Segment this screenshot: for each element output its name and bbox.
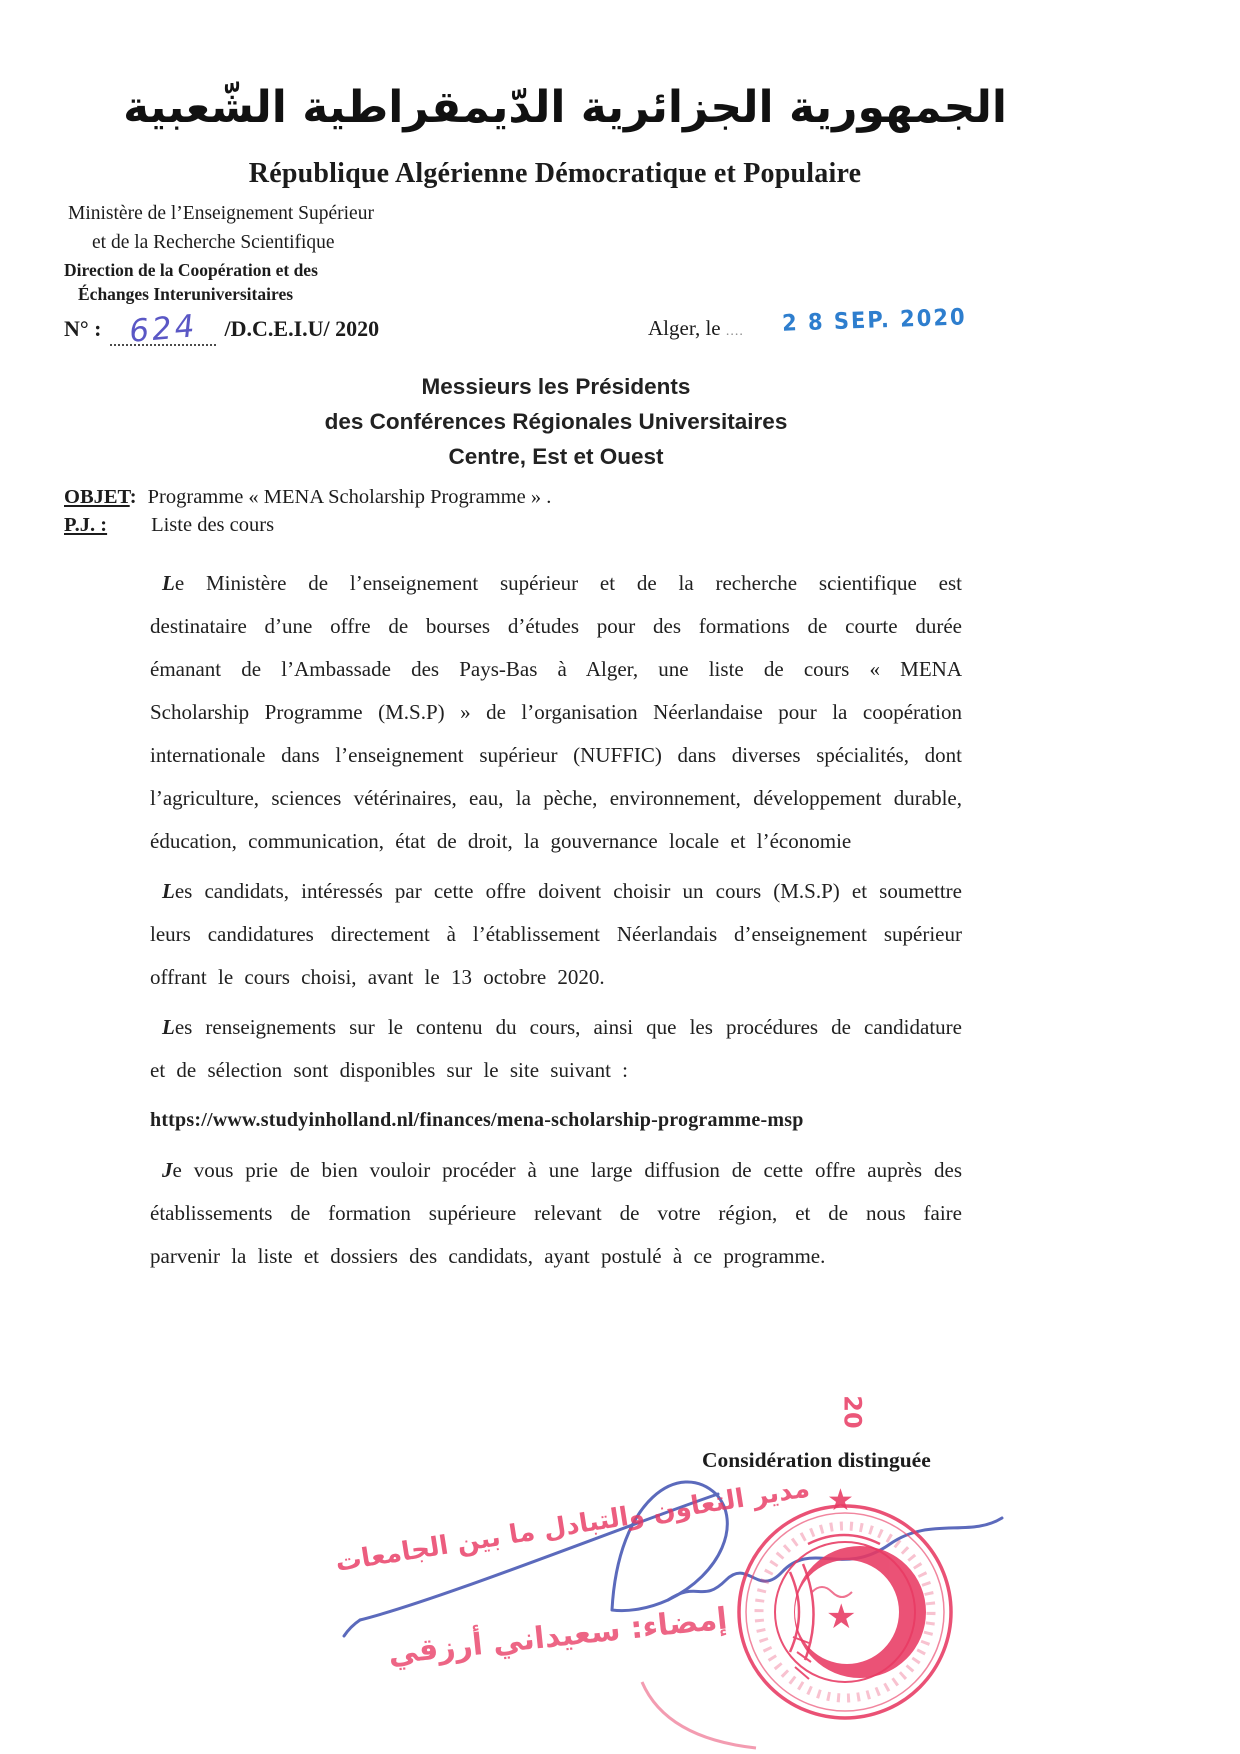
- ministry-block: [68, 199, 374, 257]
- seal-year-mark: 20: [838, 1395, 867, 1429]
- republic-title-arabic: الجمهورية الجزائرية الدّيمقراطية الشّعبية: [123, 82, 1007, 133]
- paragraph-1: Le Ministère de l’enseignement supérieur et de la recherche scientifique est destinataire d’une offre de bourses d’études pour des formations de courte durée émanant de l’Ambassade des Pays-Bas à Alger, une liste de cours « MENA Scholarship Programme (M.S.P) » de l’organisation Néerlandaise pour la coopération internationale dans l’enseignement supérieur (NUFFIC) dans diverses spécialités, dont l’agriculture, sciences vétérinaires, eau, la pèche, environnement, développement durable, éducation, communication, état de droit, la gouvernance locale et l’économie: [150, 571, 962, 853]
- programme-url: https://www.studyinholland.nl/finances/mena-scholarship-programme-msp: [150, 1109, 804, 1131]
- ministry-line-1: Ministère de l’Enseignement Supérieur: [68, 203, 374, 224]
- pj-line: [64, 514, 274, 537]
- addressee-block: [150, 369, 962, 474]
- paragraph-3: Les renseignements sur le contenu du cours, ainsi que les procédures de candidature et de sélection sont disponibles sur le site suivant :: [150, 1015, 962, 1082]
- reference-dotted-field: [110, 308, 216, 350]
- addressee-line-3: Centre, Est et Ouest: [448, 444, 664, 469]
- addressee-line-1: Messieurs les Présidents: [421, 374, 691, 399]
- dateline-dots: ....: [725, 324, 744, 339]
- objet-line: [64, 486, 551, 509]
- objet-text: Programme « MENA Scholarship Programme » .: [147, 486, 552, 508]
- addressee-line-2: des Conférences Régionales Universitaires: [324, 409, 788, 434]
- objet-separator: :: [129, 486, 137, 508]
- paragraph-4: Je vous prie de bien vouloir procéder à une large diffusion de cette offre auprès des établissements de formation supérieure relevant de votre région, et de nous faire parvenir la liste et dossiers des candidats, ayant postulé à ce programme.: [150, 1158, 962, 1268]
- handwritten-number: 624: [127, 308, 199, 350]
- stamp-title-arabic: مدير التعاون والتبادل ما بين الجامعات: [333, 1473, 812, 1578]
- direction-line-2: Échanges Interuniversitaires: [78, 284, 294, 304]
- ministry-line-2: et de la Recherche Scientifique: [92, 232, 335, 253]
- objet-label: OBJET: [64, 486, 130, 508]
- closing-salutation: Considération distinguée: [702, 1448, 931, 1472]
- letter-body: [150, 562, 962, 1285]
- date-stamp: 2 8 SEP. 2020: [781, 303, 967, 337]
- dateline: [648, 303, 967, 341]
- place-label: Alger, le: [648, 316, 721, 340]
- pj-label: P.J. :: [64, 514, 108, 536]
- svg-text:★: ★: [827, 1483, 854, 1518]
- reference-code: /D.C.E.I.U/ 2020: [224, 316, 380, 341]
- direction-line-1: Direction de la Coopération et des: [64, 260, 318, 280]
- paragraph-2: Les candidats, intéressés par cette offre doivent choisir un cours (M.S.P) et soumettre leurs candidatures directement à l’établissement Néerlandais d’enseignement supérieur offrant le cours choisi, avant le 13 octobre 2020.: [150, 879, 962, 989]
- stamp-signature-arabic: إمضاء: سعيداني أرزقي: [386, 1601, 729, 1672]
- reference-label: N° :: [64, 316, 102, 341]
- pj-text: Liste des cours: [151, 514, 275, 536]
- svg-text:★: ★: [826, 1597, 857, 1637]
- republic-title-french: République Algérienne Démocratique et Populaire: [248, 158, 862, 189]
- seal-edge-arc-icon: [636, 1676, 786, 1754]
- reference-number-line: [64, 308, 380, 350]
- direction-block: [64, 258, 318, 306]
